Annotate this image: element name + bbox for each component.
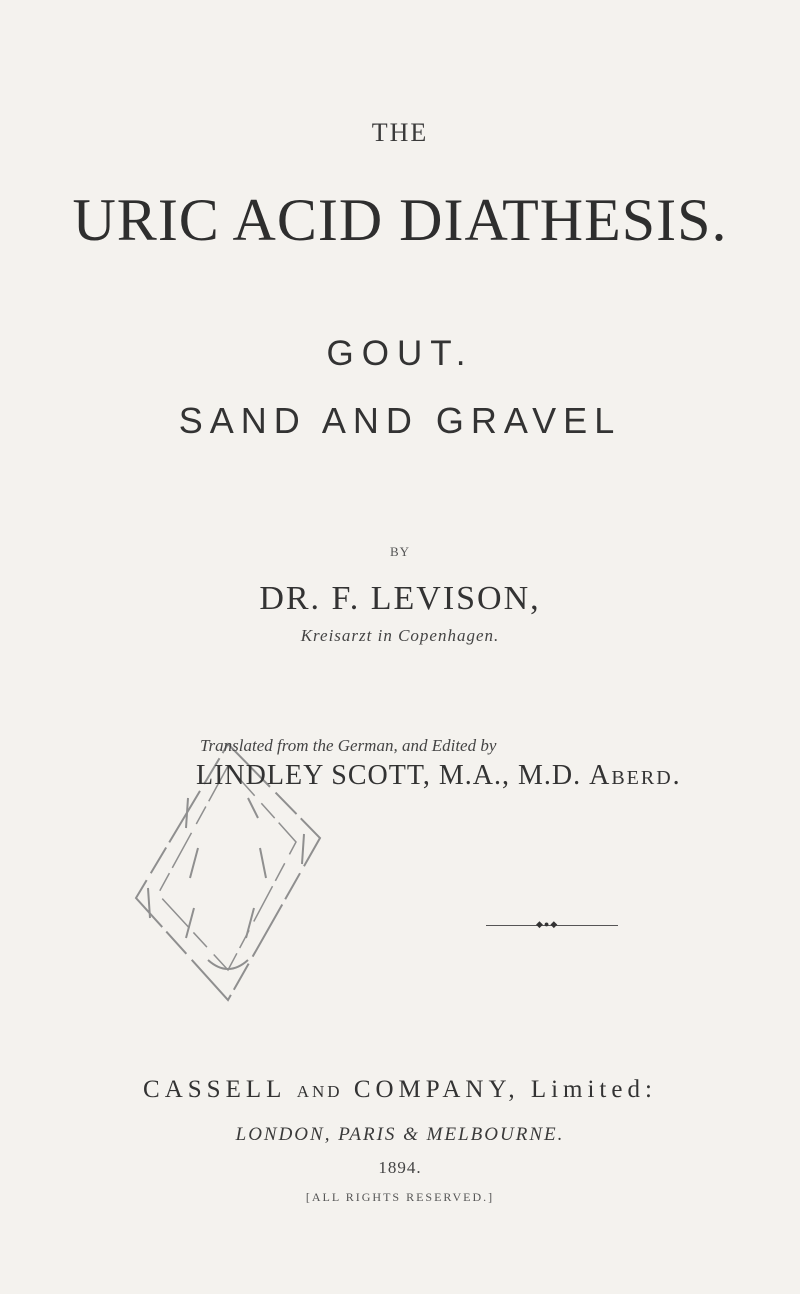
subtitle-gout: GOUT. (326, 334, 474, 373)
publisher-and: AND (296, 1082, 343, 1101)
subtitle-sand-gravel: SAND AND GRAVEL (178, 400, 622, 441)
book-title: URIC ACID DIATHESIS. (72, 187, 728, 253)
title-prefix: THE (371, 118, 429, 147)
publication-year: 1894. (378, 1158, 422, 1177)
editor-name: LINDLEY SCOTT, (196, 760, 431, 791)
publisher-places: LONDON, PARIS & MELBOURNE. (235, 1124, 565, 1145)
editor-degrees: M.A., M.D. (438, 760, 582, 791)
publisher-company: COMPANY, (353, 1076, 520, 1103)
author-title: Kreisarzt in Copenhagen. (300, 626, 500, 645)
by-label: BY (389, 544, 411, 559)
author-name: DR. F. LEVISON, (259, 580, 541, 617)
rule-ornament-icon: ◆●◆ (536, 919, 559, 929)
editor-place: Aberd. (589, 760, 682, 791)
publisher-line (0, 1076, 800, 1104)
translated-line: Translated from the German, and Edited by (200, 736, 497, 755)
publisher-name: CASSELL (143, 1076, 286, 1103)
editor-line (196, 760, 682, 792)
publisher-limited: Limited: (530, 1076, 657, 1103)
rights-notice: [ALL RIGHTS RESERVED.] (305, 1190, 495, 1204)
